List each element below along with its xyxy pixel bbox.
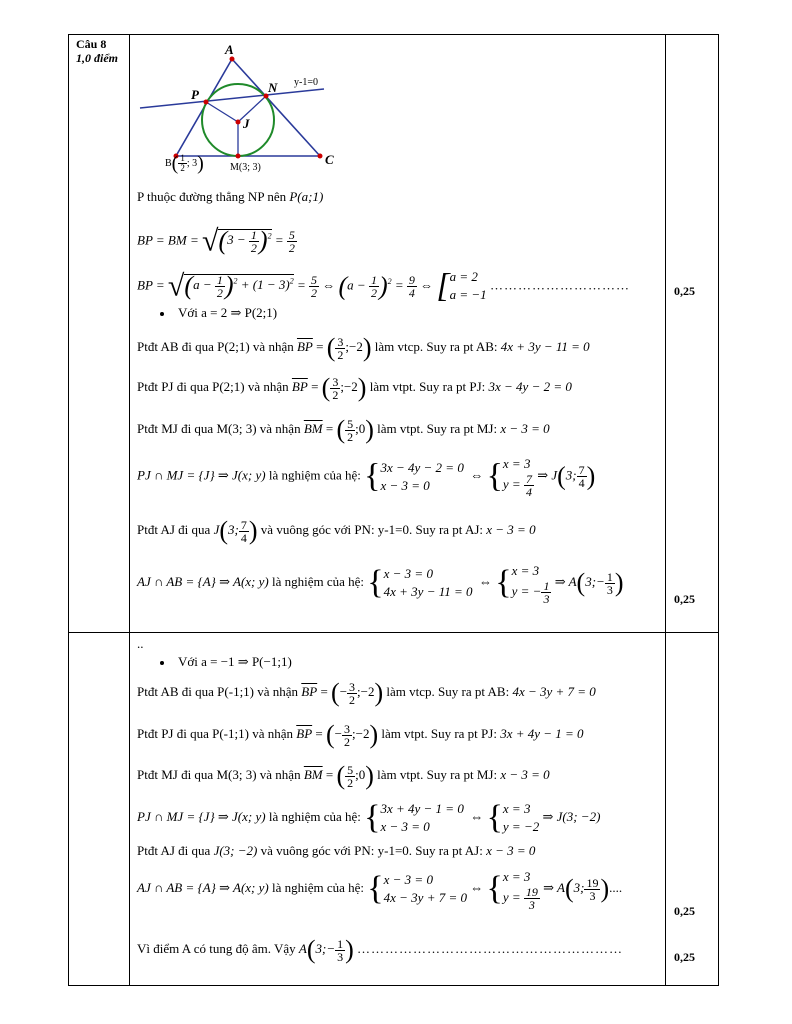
s2-line-ab: Ptđt AB đi qua P(-1;1) và nhận $\overline{BP}$ = (− $\frac{3}{2}$ ;−2) làm vtcp. Suy ra pt AB: 4x − 3y + 7 = 0 — [137, 678, 596, 708]
s2-line-aj: Ptđt AJ đi qua J(3; −2) và vuông góc với PN: y-1=0. Suy ra pt AJ: x − 3 = 0 — [137, 843, 536, 858]
fig-label-a: A — [225, 42, 234, 57]
s1-line1: P thuộc đường thẳng NP nên P(a;1) — [137, 189, 324, 204]
fig-label-c: C — [325, 152, 334, 167]
s1-line-a: AJ ∩ AB = {A} ⇒ A(x; y) là nghiệm của hệ: {x − 3 = 0 4x + 3y − 11 = 0 ⇔ {x = 3 y = − $\frac{1}{3}$ ⇒ A(3;− $\frac{1}{3}$ ) — [137, 562, 624, 606]
table-mid-border — [68, 632, 719, 633]
s2-bullet: Với a = −1 ⇒ P(−1;1) — [160, 654, 292, 670]
s2-dots: .. — [137, 636, 144, 651]
s2-line-a: AJ ∩ AB = {A} ⇒ A(x; y) là nghiệm của hệ: {x − 3 = 0 4x − 3y + 7 = 0 ⇔ {x = 3 y = $\frac{19}{3}$ ⇒ A(3; $\frac{19}{3}$ ).... — [137, 868, 623, 912]
table-right-border — [718, 34, 719, 986]
table-left-border — [68, 34, 69, 986]
s2-score-1: 0,25 — [674, 904, 695, 918]
s2-line-pj: Ptđt PJ đi qua P(-1;1) và nhận $\overline{BP}$ = (− $\frac{3}{2}$ ;−2) làm vtpt. Suy ra pt PJ: 3x + 4y − 1 = 0 — [137, 720, 584, 750]
point-m — [236, 154, 241, 159]
side-ac — [232, 59, 320, 156]
question-points: 1,0 điểm — [76, 51, 118, 65]
table-top-border — [68, 34, 719, 35]
fig-label-line: y-1=0 — [294, 77, 318, 88]
s1-line-mj: Ptđt MJ đi qua M(3; 3) và nhận $\overline{BM}$ = ( $\frac{5}{2}$ ;0) làm vtpt. Suy ra pt MJ: x − 3 = 0 — [137, 415, 550, 445]
s1-bp-bm: BP = BM = √(3 − $\frac{1}{2}$ )$^2$ = $\frac{5}{2}$ — [137, 224, 295, 258]
s2-score-2: 0,25 — [674, 950, 695, 964]
fig-label-n: N — [268, 80, 278, 95]
s2-line-j: PJ ∩ MJ = {J} ⇒ J(x; y) là nghiệm của hệ: {3x + 4y − 1 = 0 x − 3 = 0 ⇔ {x = 3 y = −2 ⇒ J(3; −2) — [137, 799, 601, 837]
table-col-divider-2 — [665, 34, 666, 986]
line-pn — [140, 89, 324, 108]
s1-bp-equation: BP = √(a − $\frac{1}{2}$ )$^2 + (1 - 3)^2$ = $\frac{5}{2}$ ⇔ (a − $\frac{1}{2}$ )$^2$ = $\frac{9}{4}$ ⇔ [a = 2 a = −1 ………………………… — [137, 267, 630, 305]
fig-label-m: M(3; 3) — [230, 162, 261, 173]
s2-line-mj: Ptđt MJ đi qua M(3; 3) và nhận $\overline{BM}$ = ( $\frac{5}{2}$ ;0) làm vtpt. Suy ra pt MJ: x − 3 = 0 — [137, 761, 550, 791]
s1-score-2: 0,25 — [674, 592, 695, 606]
s1-score-1: 0,25 — [674, 284, 695, 298]
s1-bullet: Với a = 2 ⇒ P(2;1) — [160, 305, 277, 321]
s2-final: Vì điểm A có tung độ âm. Vậy A(3;− $\frac{1}{3}$ ) ………………………………………………… — [137, 935, 624, 965]
fig-label-j: J — [243, 116, 250, 131]
table-bottom-border — [68, 985, 719, 986]
s1-line-ab: Ptđt AB đi qua P(2;1) và nhận $\overline{BP}$ = ( $\frac{3}{2}$ ;−2) làm vtcp. Suy ra pt AB: 4x + 3y − 11 = 0 — [137, 333, 590, 363]
point-p — [204, 100, 209, 105]
point-j — [236, 120, 241, 125]
point-c — [318, 154, 323, 159]
question-number: Câu 8 — [76, 37, 107, 51]
fig-label-b: B( $\frac{1}{2}$ ; 3) — [165, 152, 204, 175]
s1-line-j: PJ ∩ MJ = {J} ⇒ J(x; y) là nghiệm của hệ: {3x − 4y − 2 = 0 x − 3 = 0 ⇔ {x = 3 y = $\frac{7}{4}$ ⇒ J(3; $\frac{7}{4}$ ) — [137, 456, 596, 499]
fig-label-p: P — [191, 87, 199, 102]
s1-line-aj: Ptđt AJ đi qua J(3; $\frac{7}{4}$ ) và vuông góc với PN: y-1=0. Suy ra pt AJ: x − 3 = 0 — [137, 516, 536, 546]
s1-line-pj: Ptđt PJ đi qua P(2;1) và nhận $\overline{BP}$ = ( $\frac{3}{2}$ ;−2) làm vtpt. Suy ra pt PJ: 3x − 4y − 2 = 0 — [137, 373, 572, 403]
